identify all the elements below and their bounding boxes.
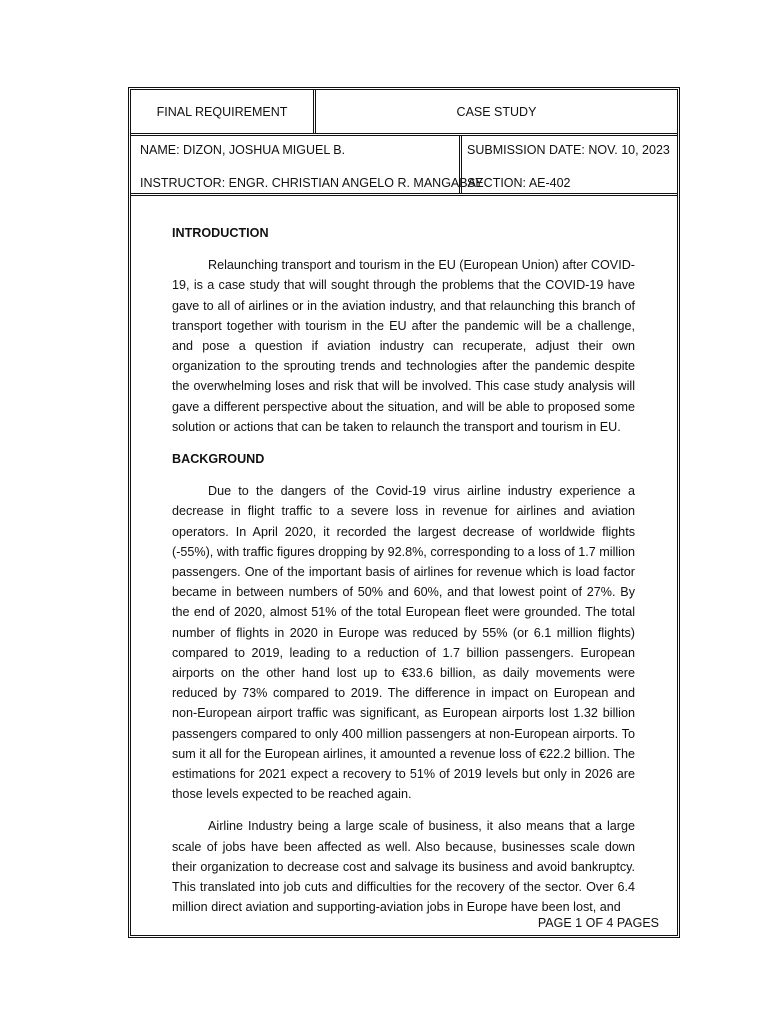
header-table [131, 90, 677, 196]
instructor-name: INSTRUCTOR: ENGR. CHRISTIAN ANGELO R. MANGABAY [140, 176, 484, 190]
background-heading: BACKGROUND [172, 452, 265, 467]
introduction-paragraph: Relaunching transport and tourism in the EU (European Union) after COVID-19, is a case study that will sought through the problems that the COVID-19 have gave to all of airlines or in the aviation industry, and that relaunching this branch of transport together with tourism in the EU after the pandemic will be a challenge, and pose a question if aviation industry can recuperate, adjust their own organization to the sprouting trends and technologies after the pandemic despite the overwhelming loses and risk that will be involved. This case study analysis will gave a different perspective about the situation, and will be able to proposed some solution or actions that can be taken to relaunch the transport and tourism in EU. [172, 258, 635, 434]
section-label: SECTION: AE-402 [467, 176, 571, 190]
submission-date: SUBMISSION DATE: NOV. 10, 2023 [467, 143, 670, 157]
document-body [172, 223, 635, 930]
background-paragraph-1: Due to the dangers of the Covid-19 virus airline industry experience a decrease in flight traffic to a severe loss in revenue for airlines and aviation operators. In April 2020, it recorded the largest decrease of worldwide flights (-55%), with traffic figures dropping by 92.8%, corresponding to a loss of 1.7 million passengers. One of the important basis of airlines for revenue which is load factor became in between numbers of 50% and 60%, and that lowest point of 27%. By the end of 2020, almost 51% of the total European fleet were grounded. The total number of flights in 2020 in Europe was reduced by 55% (or 6.1 million flights) compared to 2019, leading to a reduction of 1.7 billion passengers. European airports on the other hand lost up to €33.6 billion, as daily movements were reduced by 73% compared to 2019. The difference in impact on European and non-European airport traffic was significant, as European airports lost 1.32 billion passengers compared to only 400 million passengers at non-European airports. To sum it all for the European airlines, it amounted a revenue loss of €22.2 billion. The estimations for 2021 expect a recovery to 51% of 2019 levels but only in 2026 are those levels expected to be reached again. [172, 484, 635, 802]
student-name: NAME: DIZON, JOSHUA MIGUEL B. [140, 143, 346, 157]
introduction-heading: INTRODUCTION [172, 226, 269, 240]
background-paragraph-2: Airline Industry being a large scale of business, it also means that a large scale of jobs have been affected as well. Also because, businesses scale down their organization to decrease cost and salvage its business and avoid bankruptcy. This translated into job cuts and difficulties for the recovery of the sector. Over 6.4 million direct aviation and supporting-aviation jobs in Europe have been lost, and [172, 819, 635, 915]
document-page [128, 87, 680, 938]
requirement-label: FINAL REQUIREMENT [131, 90, 316, 133]
page-number: PAGE 1 OF 4 PAGES [537, 916, 659, 930]
case-study-label: CASE STUDY [456, 104, 537, 119]
student-details-cell [131, 136, 484, 193]
header-row-title [131, 90, 677, 136]
header-row-details [131, 136, 677, 196]
submission-details-cell [462, 136, 677, 193]
